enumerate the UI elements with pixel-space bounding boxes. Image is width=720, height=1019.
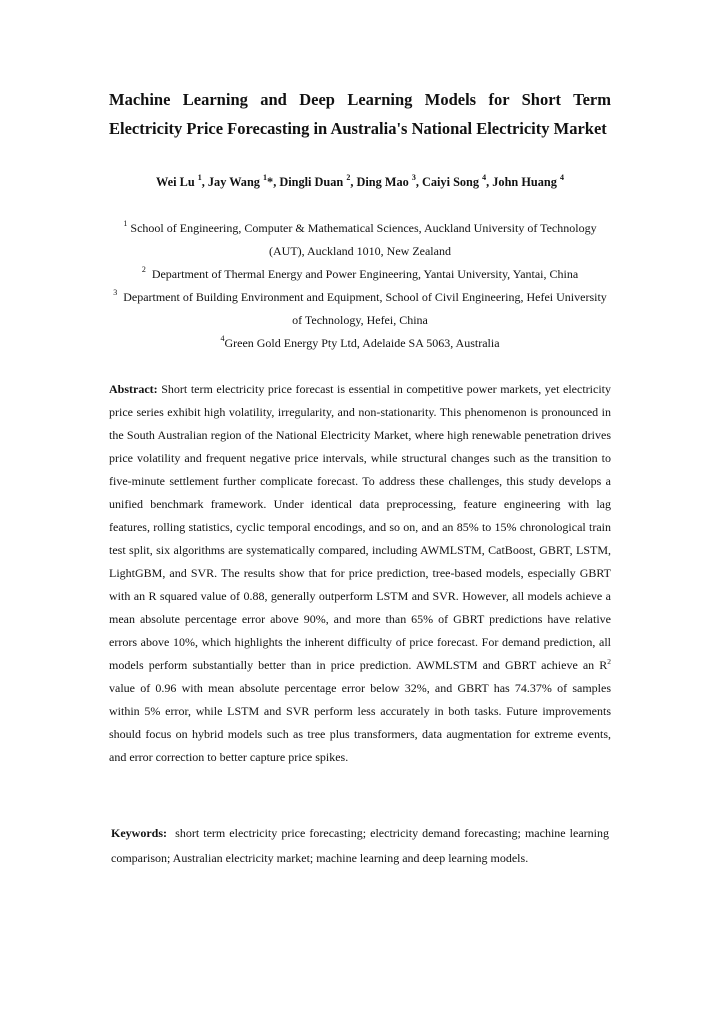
keywords [111,821,609,871]
abstract [109,378,611,769]
affiliation: $^3$ Department of Building Environment and Equipment, School of Civil Engineering, Hefei University of Technology, Hefei, China [113,288,607,327]
author-list [0,173,720,191]
author: Jay Wang $^1$*, [207,173,280,189]
superscript: 2 [607,657,611,666]
affiliation: $^1$ School of Engineering, Computer & Mathematical Sciences, Auckland University of Technology (AUT), Auckland 1010, New Zealand [123,219,597,258]
author: Caiyi Song $^4$, [421,173,493,189]
author: Wei Lu $^1$, [156,173,208,189]
keywords-text: short term electricity price forecasting; electricity demand forecasting; machine learning comparison; Australian electricity market; machine learning and deep learning models. [111,826,609,865]
abstract-text-continued: value of 0.96 with mean absolute percentage error below 32%, and GBRT has 74.37% of samples within 5% error, while LSTM and SVR perform less accurately in both tasks. Future improvements should focus on hybrid models such as tree plus transformers, data augmentation for extreme events, and error correction to better capture price spikes. [109,681,611,764]
affiliation: $^2$ Department of Thermal Energy and Power Engineering, Yantai University, Yantai, China [141,265,579,281]
abstract-text: Short term electricity price forecast is essential in competitive power markets, yet electricity price series exhibit high volatility, irregularity, and non-stationarity. This phenomenon is pronounced in the South Australian region of the National Electricity Market, where high renewable penetration drives price volatility and frequent negative price intervals, while structural changes such as the transition to five-minute settlement further complicate forecast. To address these challenges, this study develops a unified benchmark framework. Under identical data preprocessing, feature engineering with lag features, rolling statistics, cyclic temporal encodings, and so on, and an 85% to 15% chronological train test split, six algorithms are systematically compared, including AWMLSTM, CatBoost, GBRT, LSTM, LightGBM, and SVR. The results show that for price prediction, tree-based models, especially GBRT with an R squared value of 0.88, generally outperform LSTM and SVR. However, all models achieve a mean absolute percentage error above 90%, and more than 65% of GBRT predictions have relative errors above 10%, which highlights the inherent difficulty of price forecast. For demand prediction, all models perform substantially better than in price prediction. AWMLSTM and GBRT achieve an R [109,382,611,672]
author: John Huang $^4$ [492,173,564,189]
abstract-label: Abstract: [109,382,158,396]
paper-title: Machine Learning and Deep Learning Models for Short Term Electricity Price Forecasting in Australia's National Electricity Market [109,90,611,138]
keywords-label: Keywords: [111,826,167,840]
author: Ding Mao $^3$, [356,173,422,189]
affiliation: $^4$Green Gold Energy Pty Ltd, Adelaide SA 5063, Australia [220,334,500,350]
author: Dingli Duan $^2$, [279,173,357,189]
